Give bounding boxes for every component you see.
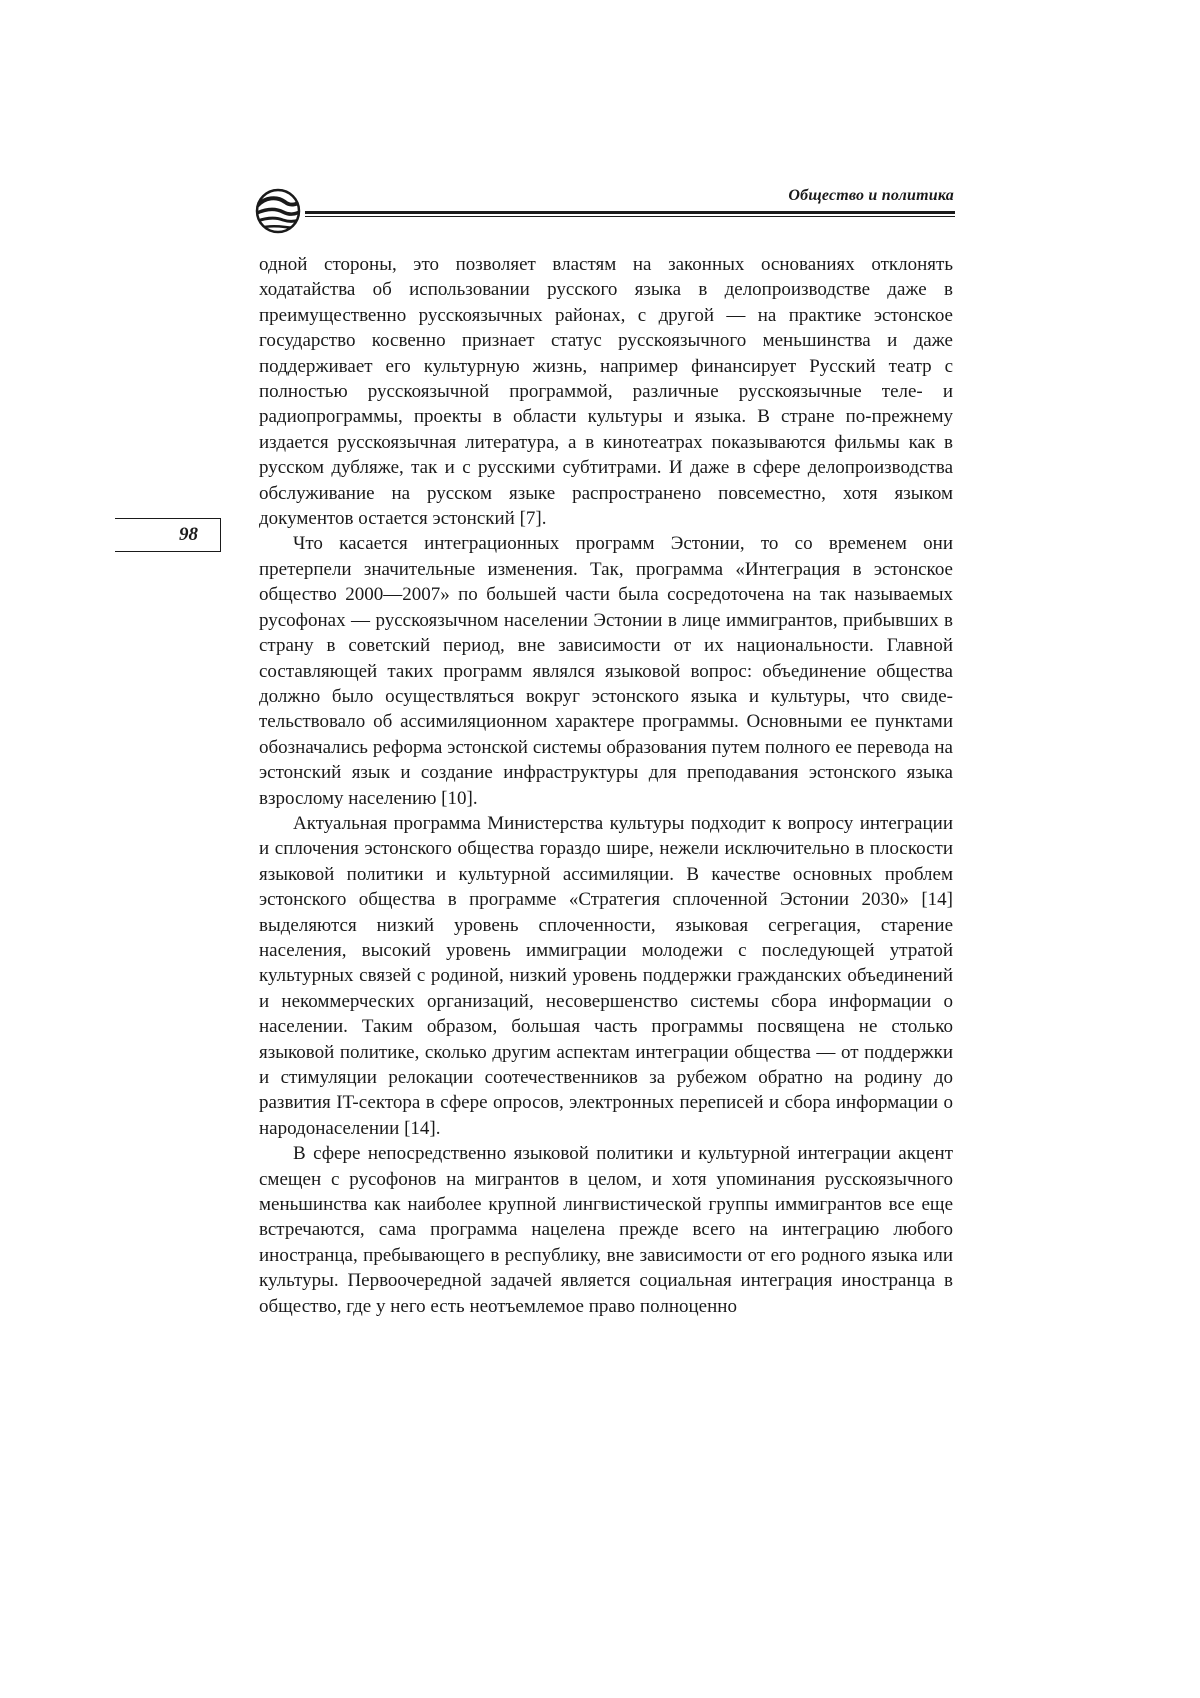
paragraph: одной стороны, это позволяет властям на законных основаниях отклонять ходатайства об использовании русского языка в делопроизводстве даже в преимущественно русскоязычных районах, с другой — на практике эстонское государство косвенно признает статус русскоязычного меньшинства и даже поддерживает его культурную жизнь, например финансирует Русский театр с полностью русскоязычной программой, различные русскоязычные теле- и радиопрограммы, проекты в области культуры и языка. В стране по-прежнему издается русскоязычная литература, а в кинотеатрах показываются фильмы как в русском дубляже, так и с русскими субтитрами. И даже в сфере делопроизводства обслуживание на русском языке распространено повсеместно, хотя языком документов остается эстонский [7]. xyxy=(259,254,953,530)
header-rule-thin xyxy=(305,216,955,217)
body-text xyxy=(259,252,953,1319)
paragraph: В сфере непосредственно языковой политики и культурной интеграции акцент смещен с русофонов на мигрантов в целом, и хотя упоминания русскоязычного меньшинства как наиболее крупной лингвистической группы иммигрантов все еще встречаются, сама программа нацелена прежде всего на интеграцию любого иностранца, пребывающего в республику, вне зависимости от его родного языка или культуры. Первоочередной задачей является социальная интеграция иностранца в общество, где у него есть неотъемлемое право полноценно xyxy=(259,1143,953,1317)
page-number: 98 xyxy=(115,518,221,552)
paragraph: Что касается интеграционных программ Эстонии, то со временем они претерпели значительные изменения. Так, программа «Интеграция в эстонское общество 2000—2007» по большей части была сосредоточена на так называемых русофонах — русскоязычном населении Эстонии в лице иммигрантов, прибывших в страну в советский период, вне зависимости от их национальности. Главной составляющей таких программ являлся языковой вопрос: объединение общества должно было осуществляться вокруг эстонского языка и культуры, что свидетельствовало об ассимиляционном характере программы. Основными ее пунктами обозначались реформа эстонской системы образования путем полного ее перевода на эстонский язык и создание инфраструктуры для преподавания эстонского языка взрослому населению [10]. xyxy=(259,533,953,809)
paragraph: Актуальная программа Министерства культуры подходит к вопросу интеграции и сплочения эстонского общества гораздо шире, нежели исключительно в плоскости языковой политики и культурной ассимиляции. В качестве основных проблем эстонского общества в программе «Стратегия сплоченной Эстонии 2030» [14] выделяются низкий уровень сплоченности, языковая сегрегация, старение населения, высокий уровень иммиграции молодежи с последующей утратой культурных связей с родиной, низкий уровень поддержки гражданских объединений и некоммерческих организаций, несовершенство системы сбора информации о населении. Таким образом, большая часть программы посвящена не столько языковой политике, сколько другим аспектам интеграции общества — от поддержки и стимуляции релокации соотечественников за рубежом обратно на родину до развития IT-сектора в сфере опросов, электронных переписей и сбора информации о народонаселении [14]. xyxy=(259,812,953,1139)
header-rule xyxy=(305,211,955,214)
journal-wave-logo-icon xyxy=(255,188,301,234)
running-head-title: Общество и политика xyxy=(788,187,954,204)
